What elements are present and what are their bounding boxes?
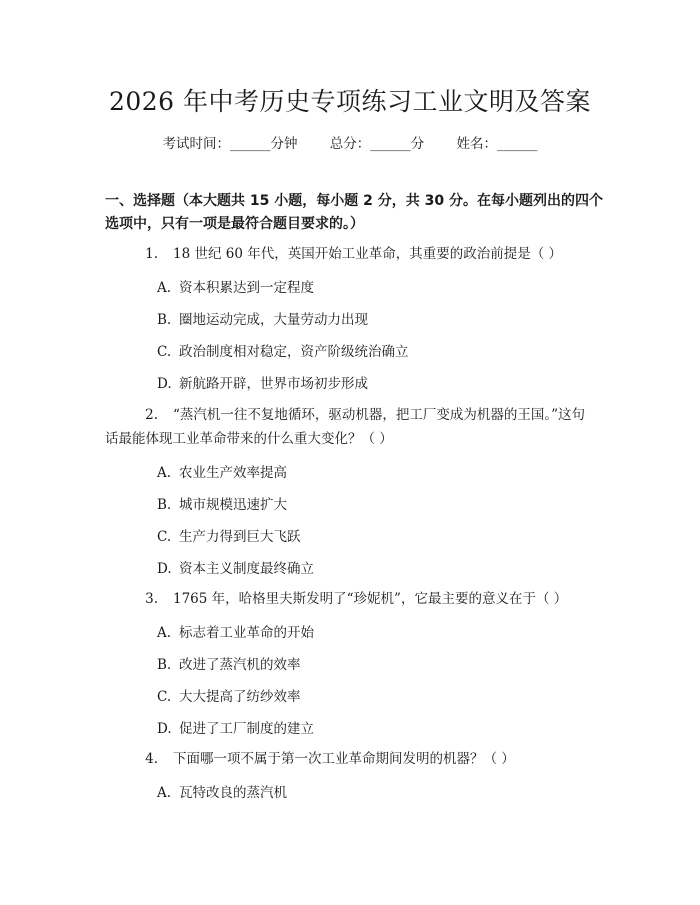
- option-4a: [157, 781, 287, 801]
- option-text: 新航路开辟，世界市场初步形成: [179, 376, 368, 392]
- section-heading: 一、选择题（本大题共 15 小题，每小题 2 分，共 30 分。在每小题列出的四个选项中，只有一项是最符合题目要求的。）: [105, 193, 603, 232]
- question-4: [105, 745, 605, 774]
- option-letter: A.: [157, 625, 172, 641]
- exam-meta: [0, 132, 700, 152]
- question-stem: 18 世纪 60 年代，英国开始工业革命，其重要的政治前提是（ ）: [173, 246, 563, 262]
- time-blank: ______: [229, 136, 271, 152]
- question-2: [105, 401, 605, 454]
- option-letter: B.: [157, 312, 172, 328]
- option-1a: [157, 276, 314, 296]
- name-field: [457, 132, 538, 152]
- time-field: [162, 132, 297, 152]
- option-text: 标志着工业革命的开始: [179, 625, 314, 641]
- name-label: 姓名：: [456, 136, 498, 152]
- question-1: [105, 240, 605, 269]
- option-text: 资本积累达到一定程度: [179, 280, 314, 296]
- option-1d: [157, 372, 368, 392]
- option-letter: A.: [157, 465, 172, 481]
- option-text: 政治制度相对稳定，资产阶级统治确立: [179, 344, 409, 360]
- question-stem: 下面哪一项不属于第一次工业革命期间发明的机器？（ ）: [173, 751, 515, 767]
- option-letter: C.: [157, 344, 172, 360]
- option-letter: A.: [157, 785, 172, 801]
- time-label: 考试时间：: [162, 136, 230, 152]
- option-3c: [157, 685, 301, 705]
- option-letter: D.: [157, 561, 172, 577]
- option-text: 农业生产效率提高: [179, 465, 287, 481]
- question-number: 3.: [145, 591, 158, 607]
- option-text: 圈地运动完成，大量劳动力出现: [179, 312, 368, 328]
- option-letter: D.: [157, 376, 172, 392]
- option-2d: [157, 557, 314, 577]
- option-1c: [157, 340, 409, 360]
- option-letter: C.: [157, 689, 172, 705]
- option-3b: [157, 653, 301, 673]
- option-text: 生产力得到巨大飞跃: [179, 529, 301, 545]
- option-2b: [157, 493, 287, 513]
- option-text: 改进了蒸汽机的效率: [179, 657, 301, 673]
- option-text: 资本主义制度最终确立: [179, 561, 314, 577]
- question-stem-line2: 话最能体现工业革命带来的什么重大变化？（ ）: [105, 431, 393, 447]
- option-2c: [157, 525, 301, 545]
- option-1b: [157, 308, 368, 328]
- option-3a: [157, 621, 314, 641]
- score-label: 总分：: [329, 136, 371, 152]
- page-title: 2026 年中考历史专项练习工业文明及答案: [108, 87, 592, 116]
- time-unit: 分钟: [270, 136, 298, 152]
- option-letter: C.: [157, 529, 172, 545]
- option-text: 瓦特改良的蒸汽机: [179, 785, 287, 801]
- option-text: 城市规模迅速扩大: [179, 497, 287, 513]
- name-blank: ______: [497, 136, 538, 152]
- question-number: 1.: [145, 246, 158, 262]
- option-letter: A.: [157, 280, 172, 296]
- option-letter: B.: [157, 497, 172, 513]
- question-stem-line1: “蒸汽机一往不复地循环，驱动机器，把工厂变成为机器的王国。”这句: [173, 407, 586, 423]
- question-number: 4.: [145, 751, 158, 767]
- option-2a: [157, 461, 287, 481]
- question-stem: 1765 年，哈格里夫斯发明了“珍妮机”，它最主要的意义在于（ ）: [173, 591, 568, 607]
- option-text: 促进了工厂制度的建立: [179, 721, 314, 737]
- option-letter: D.: [157, 721, 172, 737]
- score-field: [330, 132, 425, 152]
- score-unit: 分: [410, 136, 425, 152]
- score-blank: ______: [370, 136, 411, 152]
- option-text: 大大提高了纺纱效率: [179, 689, 301, 705]
- option-3d: [157, 717, 314, 737]
- question-3: [105, 585, 605, 614]
- question-number: 2.: [145, 407, 158, 423]
- option-letter: B.: [157, 657, 172, 673]
